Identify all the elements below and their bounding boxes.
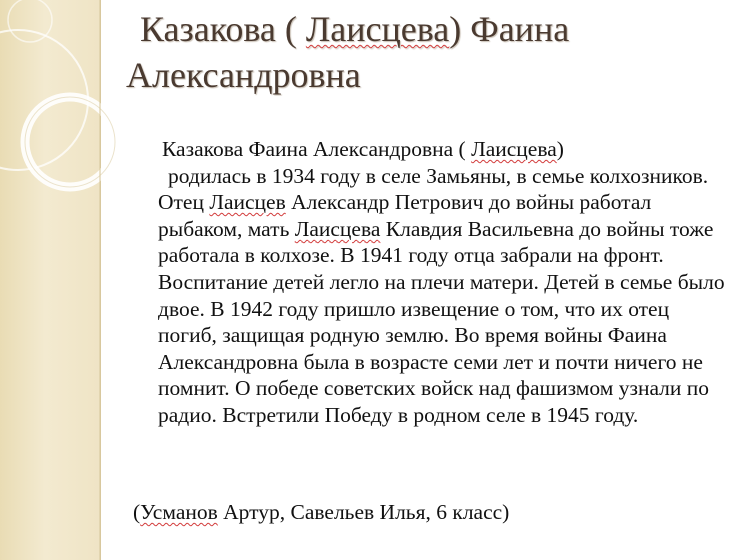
biography-paragraph	[158, 163, 728, 429]
title-text-after: ) Фаина	[449, 9, 570, 49]
biography-text-part-b: Александр Петрович до войны работал рыбаком, мать	[158, 190, 652, 241]
biography-intro	[162, 136, 728, 163]
title-line-1	[120, 6, 720, 52]
biography-text	[158, 136, 728, 429]
credit-open-paren: (	[133, 500, 141, 524]
slide-title	[120, 6, 720, 98]
credit-rest: Артур, Савельев Илья, 6 класс)	[217, 500, 510, 524]
decorative-rings-graphic	[0, 0, 130, 560]
father-surname: Лаисцев	[209, 190, 286, 215]
intro-text: Казакова Фаина Александровна (	[162, 137, 472, 161]
title-line-2: Александровна	[126, 55, 361, 95]
biography-text-part-a: родилась в 1934 году в селе Замьяны, в семье колхозников. Отец	[158, 163, 709, 215]
title-surname: Лаисцева	[305, 9, 450, 49]
biography-text-part-c: Клавдия Васильевна до войны тоже работала в колхозе. В 1941 году отца забрали на фронт. Воспитание детей легло на плечи матери. Детей в семье было двое. В 1942 году пришло извещение о том, что их отец погиб, защищая родную землю. Во время войны Фаина Александровна была в возрасте семи лет и почти ничего не помнит. О победе советских войск над фашизмом узнали по радио. Встретили Победу в родном селе в 1945 году.	[158, 216, 725, 427]
intro-close: )	[556, 137, 564, 161]
mother-surname: Лаисцева	[294, 216, 381, 241]
title-text-before: Казакова (	[140, 9, 306, 49]
credit-surname: Усманов	[140, 500, 218, 524]
intro-surname: Лаисцева	[471, 137, 557, 161]
authors-credit	[133, 499, 693, 525]
